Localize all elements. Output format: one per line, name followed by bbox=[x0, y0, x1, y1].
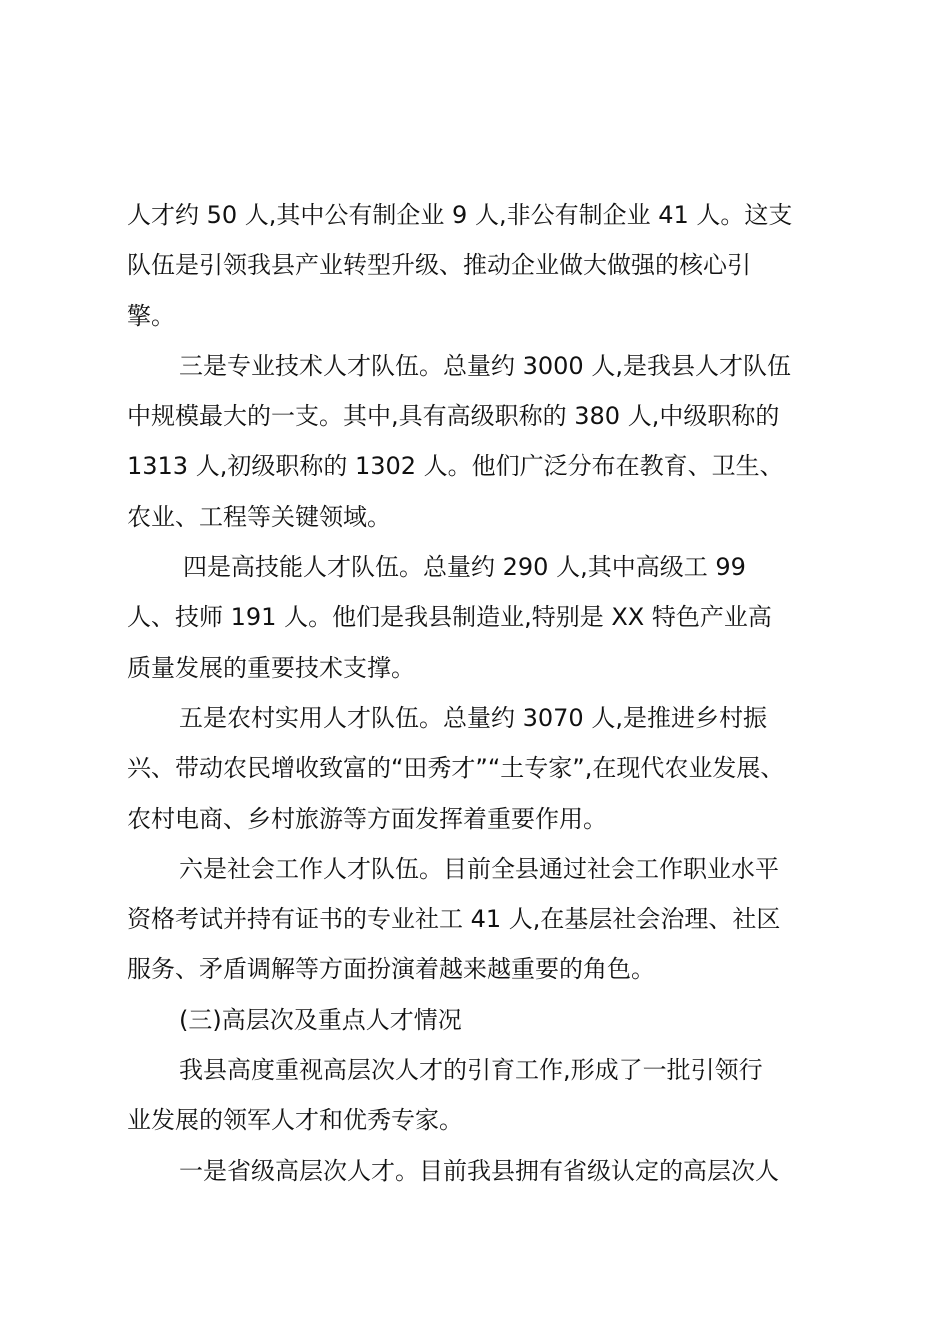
paragraph-start-line: 一是省级高层次人才。目前我县拥有省级认定的高层次人 bbox=[179, 1156, 779, 1185]
text-line: 人才约 50 人,其中公有制企业 9 人,非公有制企业 41 人。这支 bbox=[127, 201, 793, 229]
paragraph-start-line: 五是农村实用人才队伍。总量约 3070 人,是推进乡村振 bbox=[179, 703, 767, 732]
text-line: 中规模最大的一支。其中,具有高级职称的 380 人,中级职称的 bbox=[127, 402, 780, 431]
text-line: 队伍是引领我县产业转型升级、推动企业做大做强的核心引 bbox=[127, 251, 751, 280]
text-line: 质量发展的重要技术支撑。 bbox=[127, 653, 415, 682]
text-line: 兴、带动农民增收致富的“田秀才”“土专家”,在现代农业发展、 bbox=[127, 754, 785, 783]
body-text bbox=[127, 190, 825, 1196]
text-line: 业发展的领军人才和优秀专家。 bbox=[127, 1106, 463, 1135]
text-line: 服务、矛盾调解等方面扮演着越来越重要的角色。 bbox=[127, 955, 655, 984]
paragraph-start-line: 六是社会工作人才队伍。目前全县通过社会工作职业水平 bbox=[179, 854, 779, 883]
section-heading: (三)高层次及重点人才情况 bbox=[179, 1005, 462, 1034]
text-line: 1313 人,初级职称的 1302 人。他们广泛分布在教育、卫生、 bbox=[127, 452, 784, 481]
paragraph-start-line: 四是高技能人才队伍。总量约 290 人,其中高级工 99 bbox=[183, 553, 746, 582]
text-line: 农村电商、乡村旅游等方面发挥着重要作用。 bbox=[127, 804, 607, 833]
text-line: 农业、工程等关键领域。 bbox=[127, 502, 391, 531]
paragraph-start-line: 我县高度重视高层次人才的引育工作,形成了一批引领行 bbox=[179, 1056, 763, 1085]
paragraph-start-line: 三是专业技术人才队伍。总量约 3000 人,是我县人才队伍 bbox=[179, 351, 791, 380]
text-line: 擎。 bbox=[127, 301, 175, 330]
text-line: 资格考试并持有证书的专业社工 41 人,在基层社会治理、社区 bbox=[127, 905, 781, 934]
text-line: 人、技师 191 人。他们是我县制造业,特别是 XX 特色产业高 bbox=[127, 603, 772, 632]
